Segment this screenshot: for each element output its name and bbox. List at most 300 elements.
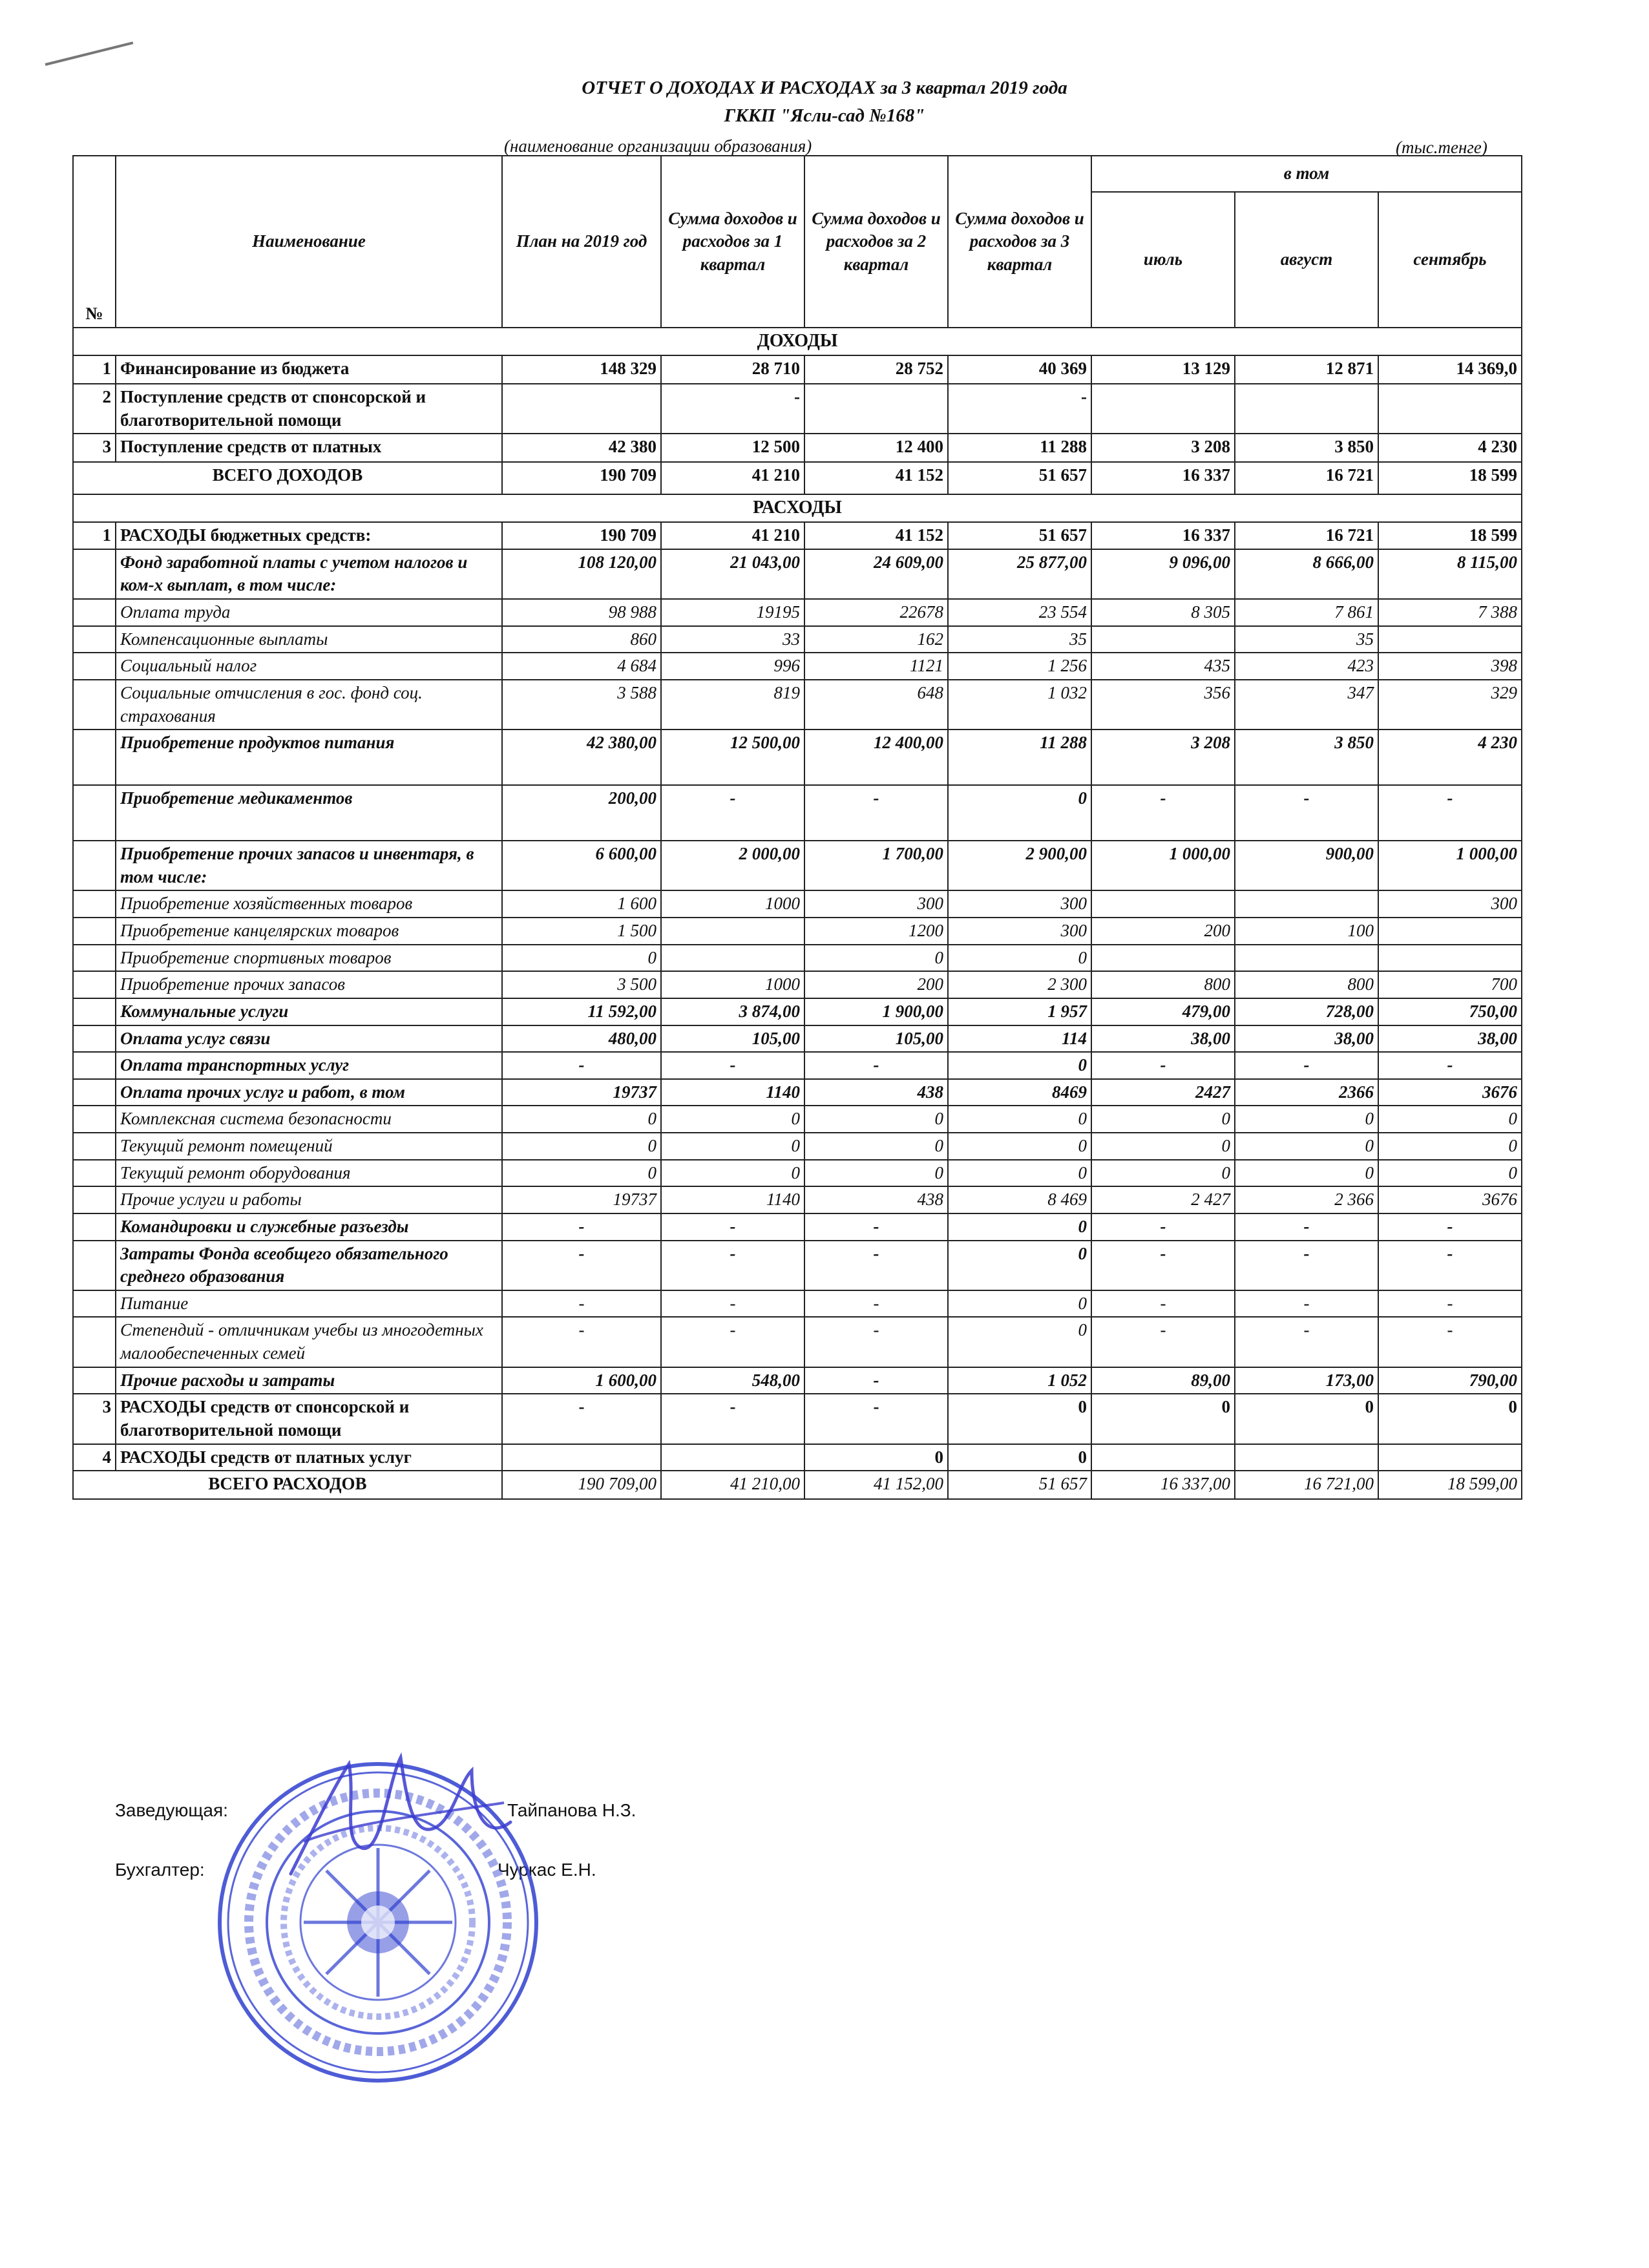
cell-q3: 1 032 [948, 680, 1091, 730]
cell-aug: - [1235, 1290, 1378, 1318]
row-number: 3 [73, 434, 116, 462]
cell-q2: 41 152 [804, 462, 948, 494]
cell-q1: 2 000,00 [661, 841, 804, 890]
cell-jul: - [1091, 1213, 1235, 1241]
cell-q2: 0 [804, 945, 948, 972]
cell-jul [1091, 384, 1235, 434]
cell-q1: - [661, 785, 804, 841]
row-name: Оплата труда [116, 599, 502, 626]
cell-jul: 0 [1091, 1106, 1235, 1133]
cell-plan: - [502, 1290, 661, 1318]
cell-q1: 996 [661, 653, 804, 680]
cell-q2: - [804, 1394, 948, 1444]
cell-aug: 0 [1235, 1106, 1378, 1133]
cell-q2: 0 [804, 1444, 948, 1471]
cell-q2 [804, 384, 948, 434]
cell-q1: 41 210 [661, 522, 804, 549]
row-name: Степендий - отличникам учебы из многодетных малообеспеченных семей [116, 1317, 502, 1367]
table-row [73, 626, 1522, 653]
row-number [73, 1106, 116, 1133]
cell-q1: - [661, 1290, 804, 1318]
cell-plan: 3 588 [502, 680, 661, 730]
cell-q3: 11 288 [948, 730, 1091, 785]
cell-sep: - [1378, 1317, 1522, 1367]
cell-q1: 1000 [661, 971, 804, 998]
table-row [73, 1079, 1522, 1106]
cell-aug: - [1235, 785, 1378, 841]
cell-jul: 38,00 [1091, 1025, 1235, 1053]
col-q3: Сумма доходов и расходов за 3 квартал [948, 156, 1091, 328]
row-number [73, 841, 116, 890]
cell-jul: 8 305 [1091, 599, 1235, 626]
pen-mark [45, 41, 134, 66]
table-row [73, 1025, 1522, 1053]
table-row [73, 1444, 1522, 1471]
cell-sep: 790,00 [1378, 1367, 1522, 1394]
cell-sep: 18 599,00 [1378, 1471, 1522, 1499]
cell-q1: - [661, 1213, 804, 1241]
units-caption: (тыс.тенге) [1396, 138, 1487, 157]
cell-aug: 16 721 [1235, 462, 1378, 494]
cell-jul: 356 [1091, 680, 1235, 730]
cell-jul: 0 [1091, 1133, 1235, 1160]
cell-q1: 41 210,00 [661, 1471, 804, 1499]
cell-q3: 1 256 [948, 653, 1091, 680]
row-number [73, 1186, 116, 1213]
cell-sep [1378, 626, 1522, 653]
cell-q3: 1 957 [948, 998, 1091, 1025]
accountant-name: Чуркас Е.Н. [498, 1860, 596, 1880]
cell-q2: - [804, 1213, 948, 1241]
cell-plan: 11 592,00 [502, 998, 661, 1025]
cell-q1: - [661, 384, 804, 434]
row-number: 1 [73, 355, 116, 384]
cell-sep: 0 [1378, 1106, 1522, 1133]
cell-q2: 41 152,00 [804, 1471, 948, 1499]
cell-aug: 0 [1235, 1394, 1378, 1444]
cell-jul [1091, 945, 1235, 972]
cell-jul: - [1091, 1241, 1235, 1290]
row-name: Прочие услуги и работы [116, 1186, 502, 1213]
row-name: Текущий ремонт помещений [116, 1133, 502, 1160]
cell-q3: 51 657 [948, 1471, 1091, 1499]
row-name: ВСЕГО ДОХОДОВ [73, 462, 502, 494]
cell-sep: 8 115,00 [1378, 549, 1522, 599]
cell-q1: 819 [661, 680, 804, 730]
cell-aug [1235, 945, 1378, 972]
col-group: в том [1091, 156, 1522, 192]
row-name: Поступление средств от спонсорской и благотворительной помощи [116, 384, 502, 434]
cell-aug: 423 [1235, 653, 1378, 680]
cell-plan: 19737 [502, 1079, 661, 1106]
cell-jul [1091, 890, 1235, 918]
cell-aug: 2366 [1235, 1079, 1378, 1106]
table-row [73, 494, 1522, 522]
cell-sep: 38,00 [1378, 1025, 1522, 1053]
cell-jul: - [1091, 1052, 1235, 1079]
cell-sep: 18 599 [1378, 462, 1522, 494]
cell-q1: 1000 [661, 890, 804, 918]
row-name: Компенсационные выплаты [116, 626, 502, 653]
row-name: Поступление средств от платных [116, 434, 502, 462]
cell-q3: 0 [948, 785, 1091, 841]
cell-q2: 41 152 [804, 522, 948, 549]
cell-sep [1378, 918, 1522, 945]
cell-q3: 0 [948, 1394, 1091, 1444]
table-row [73, 1290, 1522, 1318]
cell-aug: - [1235, 1317, 1378, 1367]
cell-q1: 12 500 [661, 434, 804, 462]
cell-aug: 800 [1235, 971, 1378, 998]
table-row [73, 918, 1522, 945]
cell-jul: 479,00 [1091, 998, 1235, 1025]
row-number [73, 1213, 116, 1241]
cell-sep: - [1378, 1052, 1522, 1079]
cell-plan: 6 600,00 [502, 841, 661, 890]
cell-q3: 0 [948, 1290, 1091, 1318]
cell-q1: 33 [661, 626, 804, 653]
cell-sep [1378, 384, 1522, 434]
row-number: 1 [73, 522, 116, 549]
cell-q1 [661, 918, 804, 945]
cell-q3: 0 [948, 1106, 1091, 1133]
table-row [73, 1160, 1522, 1187]
row-number [73, 890, 116, 918]
cell-jul: - [1091, 1317, 1235, 1367]
row-name: Социальный налог [116, 653, 502, 680]
cell-aug: 8 666,00 [1235, 549, 1378, 599]
cell-aug [1235, 1444, 1378, 1471]
row-number [73, 653, 116, 680]
cell-q3: 0 [948, 1213, 1091, 1241]
cell-q3: 300 [948, 890, 1091, 918]
row-name: РАСХОДЫ средств от платных услуг [116, 1444, 502, 1471]
row-name: Приобретение канцелярских товаров [116, 918, 502, 945]
cell-aug: 900,00 [1235, 841, 1378, 890]
col-sep: сентябрь [1378, 192, 1522, 328]
cell-q1: 105,00 [661, 1025, 804, 1053]
row-name: Коммунальные услуги [116, 998, 502, 1025]
cell-sep: 0 [1378, 1160, 1522, 1187]
cell-sep [1378, 945, 1522, 972]
cell-jul: 16 337,00 [1091, 1471, 1235, 1499]
cell-q1: - [661, 1317, 804, 1367]
cell-q1: - [661, 1394, 804, 1444]
row-name: Затраты Фонда всеобщего обязательного среднего образования [116, 1241, 502, 1290]
cell-q2: 0 [804, 1106, 948, 1133]
row-number [73, 626, 116, 653]
cell-jul: 200 [1091, 918, 1235, 945]
cell-plan: 3 500 [502, 971, 661, 998]
cell-q3: 40 369 [948, 355, 1091, 384]
cell-plan: 480,00 [502, 1025, 661, 1053]
row-number [73, 785, 116, 841]
row-name: РАСХОДЫ средств от спонсорской и благотворительной помощи [116, 1394, 502, 1444]
row-name: Оплата транспортных услуг [116, 1052, 502, 1079]
cell-q1: 21 043,00 [661, 549, 804, 599]
cell-q3: 0 [948, 1052, 1091, 1079]
income-total-row [73, 462, 1522, 494]
table-row [73, 785, 1522, 841]
cell-sep: - [1378, 785, 1522, 841]
cell-jul: 2427 [1091, 1079, 1235, 1106]
cell-sep: - [1378, 1290, 1522, 1318]
cell-q3: 8469 [948, 1079, 1091, 1106]
cell-sep: 3676 [1378, 1079, 1522, 1106]
table-row [73, 1394, 1522, 1444]
cell-sep: 750,00 [1378, 998, 1522, 1025]
cell-jul: 1 000,00 [1091, 841, 1235, 890]
cell-jul: - [1091, 1290, 1235, 1318]
organization-caption: (наименование организации образования) [504, 136, 812, 156]
cell-plan: 19737 [502, 1186, 661, 1213]
cell-q2: 438 [804, 1186, 948, 1213]
cell-q2: 12 400,00 [804, 730, 948, 785]
cell-q2: 438 [804, 1079, 948, 1106]
cell-aug: 173,00 [1235, 1367, 1378, 1394]
head-name: Тайпанова Н.З. [507, 1800, 636, 1820]
cell-plan: 0 [502, 1106, 661, 1133]
cell-aug: 16 721 [1235, 522, 1378, 549]
cell-aug [1235, 890, 1378, 918]
col-name: Наименование [116, 156, 502, 328]
cell-q3: 0 [948, 1241, 1091, 1290]
cell-q3: 1 052 [948, 1367, 1091, 1394]
cell-q2: 0 [804, 1133, 948, 1160]
table-row [73, 522, 1522, 549]
cell-q3: 114 [948, 1025, 1091, 1053]
cell-aug: 0 [1235, 1133, 1378, 1160]
cell-q3: - [948, 384, 1091, 434]
cell-jul: 0 [1091, 1394, 1235, 1444]
row-name: Социальные отчисления в гос. фонд соц. страхования [116, 680, 502, 730]
cell-sep: 3676 [1378, 1186, 1522, 1213]
cell-q3: 35 [948, 626, 1091, 653]
cell-q2: 1 900,00 [804, 998, 948, 1025]
cell-plan: 860 [502, 626, 661, 653]
row-number [73, 1133, 116, 1160]
row-number [73, 918, 116, 945]
row-number [73, 1317, 116, 1367]
table-row [73, 841, 1522, 890]
row-name: Командировки и служебные разъезды [116, 1213, 502, 1241]
section-income: ДОХОДЫ [73, 328, 1522, 355]
cell-jul: 2 427 [1091, 1186, 1235, 1213]
cell-q2: 12 400 [804, 434, 948, 462]
cell-plan: 1 500 [502, 918, 661, 945]
cell-sep: - [1378, 1213, 1522, 1241]
cell-plan: 148 329 [502, 355, 661, 384]
table-row [73, 1241, 1522, 1290]
cell-q2: 22678 [804, 599, 948, 626]
report-title: ОТЧЕТ О ДОХОДАХ И РАСХОДАХ за 3 квартал 2019 года [582, 78, 1067, 98]
cell-plan: 42 380,00 [502, 730, 661, 785]
table-row [73, 1317, 1522, 1367]
cell-q3: 0 [948, 1317, 1091, 1367]
col-q2: Сумма доходов и расходов за 2 квартал [804, 156, 948, 328]
table-row [73, 971, 1522, 998]
cell-q2: 28 752 [804, 355, 948, 384]
cell-plan: - [502, 1052, 661, 1079]
cell-q3: 51 657 [948, 462, 1091, 494]
report-table [72, 155, 1522, 1500]
cell-sep: 398 [1378, 653, 1522, 680]
cell-jul: 89,00 [1091, 1367, 1235, 1394]
cell-q3: 2 300 [948, 971, 1091, 998]
organization-name: ГККП "Ясли-сад №168" [724, 105, 925, 126]
cell-sep: 4 230 [1378, 434, 1522, 462]
row-number [73, 549, 116, 599]
cell-q1: - [661, 1052, 804, 1079]
cell-jul: 3 208 [1091, 434, 1235, 462]
table-row [73, 890, 1522, 918]
cell-aug: 35 [1235, 626, 1378, 653]
row-name: Фонд заработной платы с учетом налогов и ком-х выплат, в том числе: [116, 549, 502, 599]
cell-jul: 16 337 [1091, 522, 1235, 549]
cell-plan: - [502, 1213, 661, 1241]
row-number: 2 [73, 384, 116, 434]
row-name: Финансирование из бюджета [116, 355, 502, 384]
table-row [73, 355, 1522, 384]
cell-q3: 11 288 [948, 434, 1091, 462]
cell-aug: 7 861 [1235, 599, 1378, 626]
table-row [73, 1133, 1522, 1160]
cell-plan [502, 1444, 661, 1471]
table-row [73, 680, 1522, 730]
cell-q2: 0 [804, 1160, 948, 1187]
cell-plan: 1 600 [502, 890, 661, 918]
cell-plan: 0 [502, 1133, 661, 1160]
cell-plan: 98 988 [502, 599, 661, 626]
cell-q1: 0 [661, 1106, 804, 1133]
cell-q2: 300 [804, 890, 948, 918]
row-number [73, 998, 116, 1025]
cell-jul: 3 208 [1091, 730, 1235, 785]
cell-sep: 300 [1378, 890, 1522, 918]
cell-aug: 0 [1235, 1160, 1378, 1187]
cell-q2: - [804, 1367, 948, 1394]
row-number [73, 599, 116, 626]
cell-q3: 25 877,00 [948, 549, 1091, 599]
cell-aug: 100 [1235, 918, 1378, 945]
table-row [73, 1367, 1522, 1394]
row-number [73, 971, 116, 998]
cell-plan: 0 [502, 945, 661, 972]
row-number [73, 1290, 116, 1318]
row-name: Питание [116, 1290, 502, 1318]
cell-q2: 105,00 [804, 1025, 948, 1053]
row-number [73, 680, 116, 730]
cell-q1: 3 874,00 [661, 998, 804, 1025]
cell-q2: 1 700,00 [804, 841, 948, 890]
cell-jul: 0 [1091, 1160, 1235, 1187]
col-aug: август [1235, 192, 1378, 328]
row-name: Приобретение спортивных товаров [116, 945, 502, 972]
row-name: ВСЕГО РАСХОДОВ [73, 1471, 502, 1499]
head-label: Заведующая: [115, 1800, 228, 1820]
row-number [73, 730, 116, 785]
cell-sep: 4 230 [1378, 730, 1522, 785]
cell-aug: - [1235, 1052, 1378, 1079]
col-plan: План на 2019 год [502, 156, 661, 328]
cell-plan: 200,00 [502, 785, 661, 841]
col-jul: июль [1091, 192, 1235, 328]
table-row [73, 1106, 1522, 1133]
cell-q2: - [804, 785, 948, 841]
cell-plan [502, 384, 661, 434]
table-row [73, 549, 1522, 599]
row-number: 4 [73, 1444, 116, 1471]
cell-q1: 41 210 [661, 462, 804, 494]
cell-q1 [661, 945, 804, 972]
cell-plan: 108 120,00 [502, 549, 661, 599]
cell-plan: 4 684 [502, 653, 661, 680]
cell-plan: 190 709 [502, 462, 661, 494]
cell-jul: 13 129 [1091, 355, 1235, 384]
row-name: Оплата прочих услуг и работ, в том [116, 1079, 502, 1106]
cell-q2: - [804, 1317, 948, 1367]
accountant-label: Бухгалтер: [115, 1860, 205, 1880]
table-row [73, 653, 1522, 680]
cell-sep: - [1378, 1241, 1522, 1290]
cell-aug: 12 871 [1235, 355, 1378, 384]
cell-q3: 23 554 [948, 599, 1091, 626]
cell-q3: 2 900,00 [948, 841, 1091, 890]
row-number [73, 1367, 116, 1394]
row-number [73, 1052, 116, 1079]
cell-sep: 0 [1378, 1133, 1522, 1160]
cell-q1: 19195 [661, 599, 804, 626]
expense-total-row [73, 1471, 1522, 1499]
cell-plan: 42 380 [502, 434, 661, 462]
cell-sep: 7 388 [1378, 599, 1522, 626]
cell-aug [1235, 384, 1378, 434]
cell-q2: 1200 [804, 918, 948, 945]
cell-q2: 1121 [804, 653, 948, 680]
cell-aug: - [1235, 1241, 1378, 1290]
cell-aug: 347 [1235, 680, 1378, 730]
row-name: Оплата услуг связи [116, 1025, 502, 1053]
cell-aug: 38,00 [1235, 1025, 1378, 1053]
cell-aug: 728,00 [1235, 998, 1378, 1025]
cell-q1: 1140 [661, 1079, 804, 1106]
cell-q3: 300 [948, 918, 1091, 945]
cell-sep: 700 [1378, 971, 1522, 998]
cell-q3: 0 [948, 945, 1091, 972]
row-name: Приобретение хозяйственных товаров [116, 890, 502, 918]
cell-aug: 16 721,00 [1235, 1471, 1378, 1499]
cell-q1: - [661, 1241, 804, 1290]
row-name: Приобретение прочих запасов и инвентаря, в том числе: [116, 841, 502, 890]
cell-sep: 14 369,0 [1378, 355, 1522, 384]
cell-sep: 1 000,00 [1378, 841, 1522, 890]
cell-q2: 24 609,00 [804, 549, 948, 599]
cell-plan: 190 709,00 [502, 1471, 661, 1499]
table-row [73, 384, 1522, 434]
cell-plan: 1 600,00 [502, 1367, 661, 1394]
cell-q1: 12 500,00 [661, 730, 804, 785]
cell-plan: - [502, 1241, 661, 1290]
cell-q2: 200 [804, 971, 948, 998]
cell-q1: 0 [661, 1160, 804, 1187]
table-row [73, 599, 1522, 626]
cell-aug: 3 850 [1235, 730, 1378, 785]
cell-jul: - [1091, 785, 1235, 841]
cell-q2: 162 [804, 626, 948, 653]
cell-jul: 435 [1091, 653, 1235, 680]
cell-q3: 0 [948, 1133, 1091, 1160]
cell-q2: 648 [804, 680, 948, 730]
